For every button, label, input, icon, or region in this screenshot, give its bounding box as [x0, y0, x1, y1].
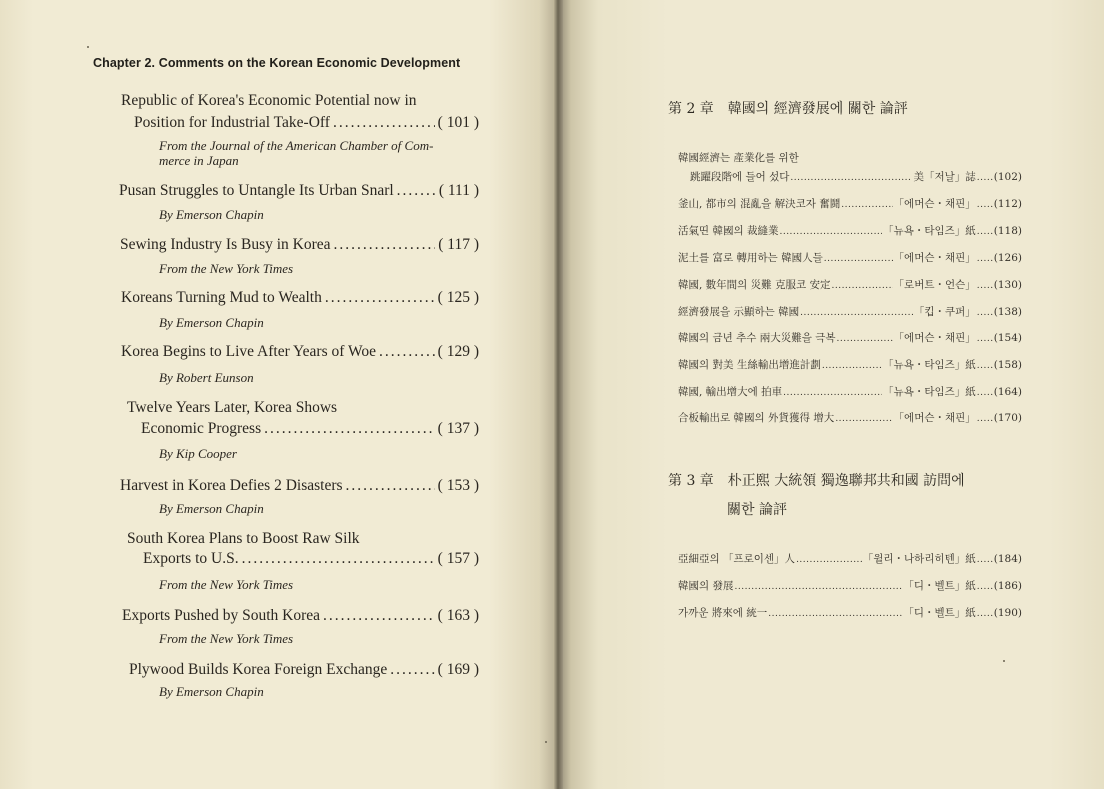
- korean-toc-entry: [678, 250, 1022, 265]
- toc-entry-source: From the New York Times: [159, 631, 294, 646]
- dot-leader: [977, 254, 993, 264]
- dot-leader: [977, 200, 993, 210]
- toc-entry-source: merce in Japan: [159, 153, 239, 168]
- korean-entry-title: 韓國, 輸出增大에 拍車: [678, 386, 783, 398]
- toc-entry-title: South Korea Plans to Boost Raw Silk: [127, 530, 360, 547]
- toc-entry-source: By Emerson Chapin: [159, 684, 264, 699]
- toc-page-number: ( 101 ): [437, 114, 479, 131]
- korean-entry-title: 韓國經濟는 產業化를 위한: [678, 152, 799, 164]
- korean-entry-source: 「에머슨・채핀」: [893, 252, 976, 264]
- toc-entry-title: Pusan Struggles to Untangle Its Urban Snarl: [119, 182, 394, 199]
- korean-entry-source: 「디・벨트」紙: [903, 580, 976, 592]
- dot-leader: [977, 609, 993, 619]
- toc-entry-source: By Robert Eunson: [159, 370, 254, 385]
- korean-toc-entry: [678, 605, 1022, 620]
- toc-entry-source: By Emerson Chapin: [159, 207, 264, 222]
- korean-entry-page: (170): [993, 412, 1022, 424]
- dot-leader: [379, 343, 435, 361]
- korean-entry-page: (164): [993, 386, 1022, 398]
- korean-entry-source: 「에머슨・채핀」: [893, 332, 976, 344]
- korean-entry-source: 「뉴욕・타임즈」紙: [883, 225, 976, 237]
- dot-leader: [977, 361, 993, 371]
- korean-entry-title: 活氣띤 韓國의 裁縫業: [678, 225, 779, 237]
- korean-entry-title: 韓國의 對美 生絲輸出增進計劃: [678, 359, 821, 371]
- korean-toc-entry: [678, 578, 1022, 593]
- korean-entry-page: (126): [993, 252, 1022, 264]
- korean-entry-source: 美「저날」誌: [913, 171, 976, 183]
- korean-entry-source: 「에머슨・채핀」: [893, 198, 976, 210]
- korean-entry-source: 「디・벨트」紙: [903, 607, 976, 619]
- korean-toc-entry: [678, 330, 1022, 345]
- dot-leader: [977, 281, 993, 291]
- korean-entry-title: 釜山, 都市의 混亂을 解決코자 奮鬪: [678, 198, 841, 210]
- toc-entry-title: Twelve Years Later, Korea Shows: [127, 399, 338, 416]
- dot-leader: [334, 236, 436, 254]
- korean-entry-page: (158): [993, 359, 1022, 371]
- korean-toc-entry: [678, 384, 1022, 399]
- dot-leader: [242, 550, 435, 568]
- toc-entry: [121, 289, 479, 307]
- chapter-2-korean-heading: 第 2 章 韓國의 經濟發展에 關한 論評: [668, 101, 908, 117]
- toc-entry-source: By Kip Cooper: [159, 446, 237, 461]
- dot-leader: [977, 555, 993, 565]
- toc-entry-title: Plywood Builds Korea Foreign Exchange: [129, 661, 388, 678]
- dot-leader: [977, 334, 993, 344]
- toc-entry: [122, 607, 479, 625]
- toc-entry-title: Republic of Korea's Economic Potential now in: [121, 92, 417, 109]
- toc-entry-title: Harvest in Korea Defies 2 Disasters: [120, 477, 343, 494]
- korean-entry-page: (130): [993, 279, 1022, 291]
- dot-leader: [264, 420, 435, 438]
- korean-toc-entry: [678, 277, 1022, 292]
- dot-leader: [800, 308, 913, 318]
- korean-entry-title: 跳躍段階에 들어 섰다: [690, 171, 790, 183]
- korean-entry-title: 가까운 將來에 統一: [678, 607, 768, 619]
- toc-page-number: ( 117 ): [438, 236, 479, 253]
- toc-entry-source: From the New York Times: [159, 261, 294, 276]
- korean-entry-page: (184): [993, 553, 1022, 565]
- dot-leader: [768, 609, 902, 619]
- book-gutter: [553, 0, 563, 789]
- korean-entry-title: 亞細亞의 「프로이센」人: [678, 553, 796, 565]
- paper-speck: [87, 46, 89, 48]
- korean-entry-source: 「뉴욕・타임즈」紙: [883, 359, 976, 371]
- toc-entry-source: From the Journal of the American Chamber of Com-: [159, 138, 434, 153]
- toc-entry: [143, 550, 479, 568]
- korean-toc-entry: [678, 196, 1022, 211]
- korean-entry-page: (118): [993, 225, 1022, 237]
- korean-toc-entry: [678, 410, 1022, 425]
- dot-leader: [734, 582, 902, 592]
- dot-leader: [790, 173, 912, 183]
- toc-entry-source: From the New York Times: [159, 577, 294, 592]
- chapter-3-korean-heading-line2: 關한 論評: [727, 502, 787, 518]
- toc-page-number: ( 169 ): [437, 661, 479, 678]
- toc-page-number: ( 163 ): [437, 607, 479, 624]
- korean-entry-page: (138): [993, 306, 1022, 318]
- dot-leader: [977, 173, 993, 183]
- dot-leader: [977, 582, 993, 592]
- toc-entry: [129, 661, 479, 679]
- korean-entry-page: (186): [993, 580, 1022, 592]
- korean-entry-source: 「윌리・나하리히텐」紙: [862, 553, 976, 565]
- dot-leader: [390, 661, 434, 679]
- dot-leader: [323, 607, 435, 625]
- dot-leader: [837, 334, 893, 344]
- korean-entry-title: 經濟發展을 示顯하는 韓國: [678, 306, 800, 318]
- toc-entry: [120, 477, 479, 495]
- paper-speck: [1003, 660, 1005, 662]
- toc-page-number: ( 157 ): [437, 550, 479, 567]
- korean-entry-title: 合板輸出로 韓國의 外貨獲得 增大: [678, 412, 835, 424]
- dot-leader: [346, 477, 435, 495]
- chapter-3-korean-heading: 第 3 章 朴正熙 大統領 獨逸聯邦共和國 訪問에: [668, 473, 965, 489]
- dot-leader: [841, 200, 892, 210]
- toc-entry-title: Position for Industrial Take-Off: [134, 114, 330, 131]
- toc-entry-title: Exports Pushed by South Korea: [122, 607, 321, 624]
- dot-leader: [822, 361, 882, 371]
- toc-entry-title: Sewing Industry Is Busy in Korea: [120, 236, 331, 253]
- toc-entry-source: By Emerson Chapin: [159, 315, 264, 330]
- dot-leader: [325, 289, 435, 307]
- dot-leader: [831, 281, 892, 291]
- dot-leader: [835, 414, 892, 424]
- korean-entry-source: 「로버트・언슨」: [893, 279, 976, 291]
- toc-entry: [134, 114, 479, 132]
- dot-leader: [779, 227, 882, 237]
- toc-page-number: ( 125 ): [437, 289, 479, 306]
- korean-toc-entry: [690, 169, 1022, 184]
- dot-leader: [977, 388, 993, 398]
- korean-entry-source: 「뉴욕・타임즈」紙: [883, 386, 976, 398]
- dot-leader: [824, 254, 893, 264]
- korean-toc-entry: [678, 551, 1022, 566]
- korean-entry-page: (102): [993, 171, 1022, 183]
- toc-page-number: ( 129 ): [437, 343, 479, 360]
- dot-leader: [977, 308, 993, 318]
- korean-entry-page: (154): [993, 332, 1022, 344]
- korean-entry-title: 泥土를 富로 轉用하는 韓國人들: [678, 252, 823, 264]
- toc-page-number: ( 111 ): [438, 182, 479, 199]
- toc-entry-title: Economic Progress: [141, 420, 262, 437]
- toc-entry-title: Koreans Turning Mud to Wealth: [121, 289, 322, 306]
- dot-leader: [333, 114, 435, 132]
- korean-entry-title: 韓國, 數年間의 災難 克服코 安定: [678, 279, 831, 291]
- toc-entry: [119, 182, 479, 200]
- dot-leader: [977, 227, 993, 237]
- korean-entry-source: 「에머슨・채핀」: [893, 412, 976, 424]
- chapter-2-english-title: Chapter 2. Comments on the Korean Economic Development: [93, 56, 461, 70]
- paper-speck: [545, 741, 547, 743]
- toc-entry-source: By Emerson Chapin: [159, 501, 264, 516]
- korean-entry-title: 韓國의 發展: [678, 580, 734, 592]
- korean-entry-source: 「킵・쿠퍼」: [913, 306, 976, 318]
- dot-leader: [796, 555, 862, 565]
- korean-entry-page: (112): [993, 198, 1022, 210]
- korean-toc-entry: [678, 357, 1022, 372]
- korean-toc-entry: [678, 223, 1022, 238]
- toc-page-number: ( 153 ): [437, 477, 479, 494]
- dot-leader: [783, 388, 882, 398]
- toc-page-number: ( 137 ): [437, 420, 479, 437]
- toc-entry-title: Korea Begins to Live After Years of Woe: [121, 343, 377, 360]
- toc-entry: [141, 420, 479, 438]
- toc-entry: [120, 236, 479, 254]
- toc-entry: [121, 343, 479, 361]
- dot-leader: [977, 414, 993, 424]
- korean-entry-title: 韓國의 금년 추수 兩大災難을 극복: [678, 332, 836, 344]
- dot-leader: [397, 182, 436, 200]
- toc-entry-title: Exports to U.S.: [143, 550, 239, 567]
- korean-toc-entry: [678, 304, 1022, 319]
- korean-entry-page: (190): [993, 607, 1022, 619]
